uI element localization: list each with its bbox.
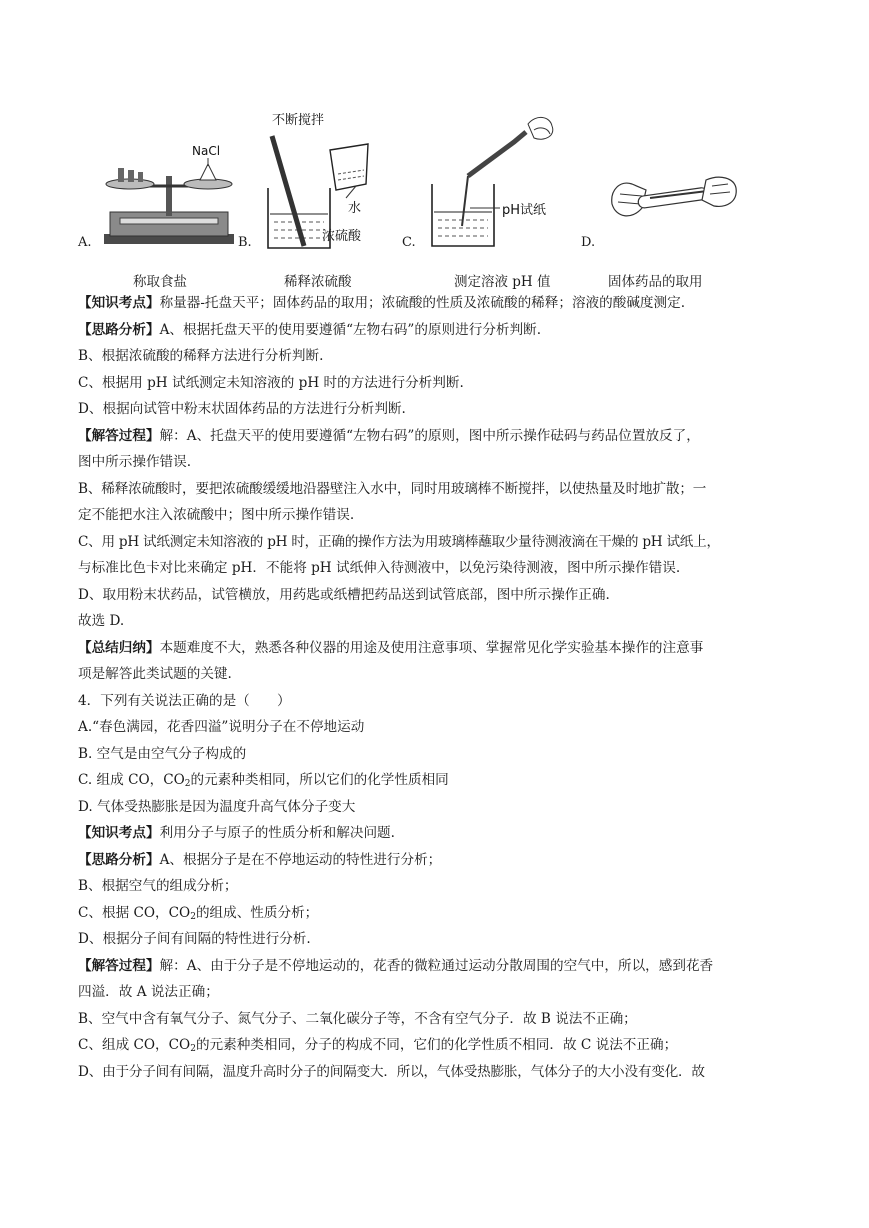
option-a-letter: A.: [78, 235, 92, 250]
paragraph-line: [78, 1032, 798, 1059]
dilution-illustration: [260, 108, 400, 258]
figure-row: [78, 108, 798, 298]
text-fragment: C、组成 CO，CO: [78, 1037, 191, 1053]
section-tag: 【解答过程】: [78, 957, 160, 974]
paragraph-text: A、根据分子是在不停地运动的特性进行分析；: [159, 851, 442, 868]
solid-reagent-illustration: [602, 108, 752, 258]
caption-a: 称取食盐: [133, 274, 187, 290]
solution-line: [78, 423, 798, 450]
text-fragment: 的元素种类相同，所以它们的化学性质相同: [190, 772, 449, 788]
paragraph-text: 称量器-托盘天平；固体药品的取用；浓硫酸的性质及浓硫酸的稀释；溶液的酸碱度测定.: [159, 295, 686, 311]
option-c: [78, 767, 798, 794]
paragraph-line: D、根据向试管中粉末状固体药品的方法进行分析判断.: [78, 401, 406, 417]
paragraph-line: [78, 900, 798, 927]
paragraph-line: B、根据浓硫酸的稀释方法进行分析判断.: [78, 348, 324, 364]
section-tag: 【知识考点】: [78, 295, 160, 311]
paragraph-line: 定不能把水注入浓硫酸中；图中所示操作错误.: [78, 507, 355, 523]
option-b-letter: B.: [238, 235, 252, 250]
answer-line: 故选 D.: [78, 613, 125, 629]
section-tag: 【解答过程】: [78, 427, 160, 444]
paragraph-text: 解：A、托盘天平的使用要遵循“左物右码”的原则，图中所示操作砝码与药品位置放反了，: [159, 427, 700, 444]
paragraph-line: D、取用粉末状药品，试管横放，用药匙或纸槽把药品送到试管底部，图中所示操作正确.: [78, 586, 610, 603]
text-fragment: 的组成、性质分析；: [195, 904, 319, 921]
ph-paper-label: pH试纸: [502, 203, 547, 218]
section-tag: 【知识考点】: [78, 825, 160, 841]
section-tag: 【思路分析】: [78, 851, 160, 868]
paragraph-text: 本题难度不大，熟悉各种仪器的用途及使用注意事项、掌握常见化学实验基本操作的注意事: [159, 639, 704, 656]
paragraph-line: B、根据空气的组成分析；: [78, 878, 238, 894]
paragraph-line: C、根据用 pH 试纸测定未知溶液的 pH 时的方法进行分析判断.: [78, 374, 464, 391]
paragraph-line: 图中所示操作错误.: [78, 454, 192, 470]
stir-label: 不断搅拌: [272, 113, 325, 128]
analysis-line: [78, 317, 798, 344]
text-fragment: C、根据 CO，CO: [78, 904, 191, 921]
paragraph-line: 项是解答此类试题的关键.: [78, 666, 232, 682]
caption-b: 稀释浓硫酸: [284, 274, 352, 290]
paragraph-line: D、根据分子间有间隔的特性进行分析.: [78, 931, 311, 947]
caption-d: 固体药品的取用: [608, 274, 703, 290]
paragraph-line: C、用 pH 试纸测定未知溶液的 pH 时，正确的操作方法为用玻璃棒蘸取少量待测液滴在干燥的 pH 试纸上，: [78, 533, 720, 550]
section-tag: 【总结归纳】: [78, 639, 160, 656]
caption-c: 测定溶液 pH 值: [454, 274, 551, 290]
subscript: 2: [184, 779, 191, 789]
paragraph-line: 与标准比色卡对比来确定 pH．不能将 pH 试纸伸入待测液中，以免污染待测液，图中所示操作错误.: [78, 560, 681, 576]
paragraph-text: 解：A、由于分子是不停地运动的，花香的微粒通过运动分散周围的空气中，所以，感到花香: [159, 957, 714, 974]
balance-illustration: [100, 108, 240, 258]
option-a: A.“春色满园，花香四溢”说明分子在不停地运动: [78, 719, 365, 735]
option-d-letter: D.: [581, 235, 596, 250]
subscript: 2: [190, 911, 196, 922]
paragraph-line: D、由于分子间有间隔，温度升高时分子的间隔变大．所以，气体受热膨胀，气体分子的大小没有变化．故: [78, 1063, 705, 1080]
solution-line: [78, 953, 798, 980]
water-label: 水: [348, 201, 362, 216]
option-c-letter: C.: [402, 235, 416, 250]
question-stem: 4．下列有关说法正确的是（ ）: [78, 692, 291, 709]
subscript: 2: [190, 1044, 196, 1054]
section-tag: 【思路分析】: [78, 321, 160, 338]
text-fragment: 的元素种类相同，分子的构成不同，它们的化学性质不相同．故 C 说法不正确；: [195, 1037, 678, 1053]
paragraph-text: A、根据托盘天平的使用要遵循“左物右码”的原则进行分析判断.: [159, 321, 542, 338]
paragraph-line: 四溢．故 A 说法正确；: [78, 984, 219, 1000]
text-fragment: C. 组成 CO，CO: [78, 772, 185, 788]
option-b: B. 空气是由空气分子构成的: [78, 745, 247, 762]
paragraph-text: 利用分子与原子的性质分析和解决问题.: [159, 825, 395, 841]
knowledge-point-line: [78, 820, 798, 847]
option-d: D. 气体受热膨胀是因为温度升高气体分子变大: [78, 798, 356, 815]
ph-test-illustration: [424, 108, 574, 258]
summary-line: [78, 635, 798, 662]
acid-label: 浓硫酸: [322, 229, 362, 244]
analysis-line: [78, 847, 798, 874]
nacl-label: NaCl: [192, 144, 221, 158]
paragraph-line: B、空气中含有氧气分子、氮气分子、二氧化碳分子等，不含有空气分子．故 B 说法不正确；: [78, 1010, 637, 1027]
text-body: [78, 290, 798, 1085]
paragraph-line: B、稀释浓硫酸时，要把浓硫酸缓缓地沿器壁注入水中，同时用玻璃棒不断搅拌，以使热量及时地扩散；一: [78, 480, 707, 497]
knowledge-point-line: [78, 290, 798, 317]
